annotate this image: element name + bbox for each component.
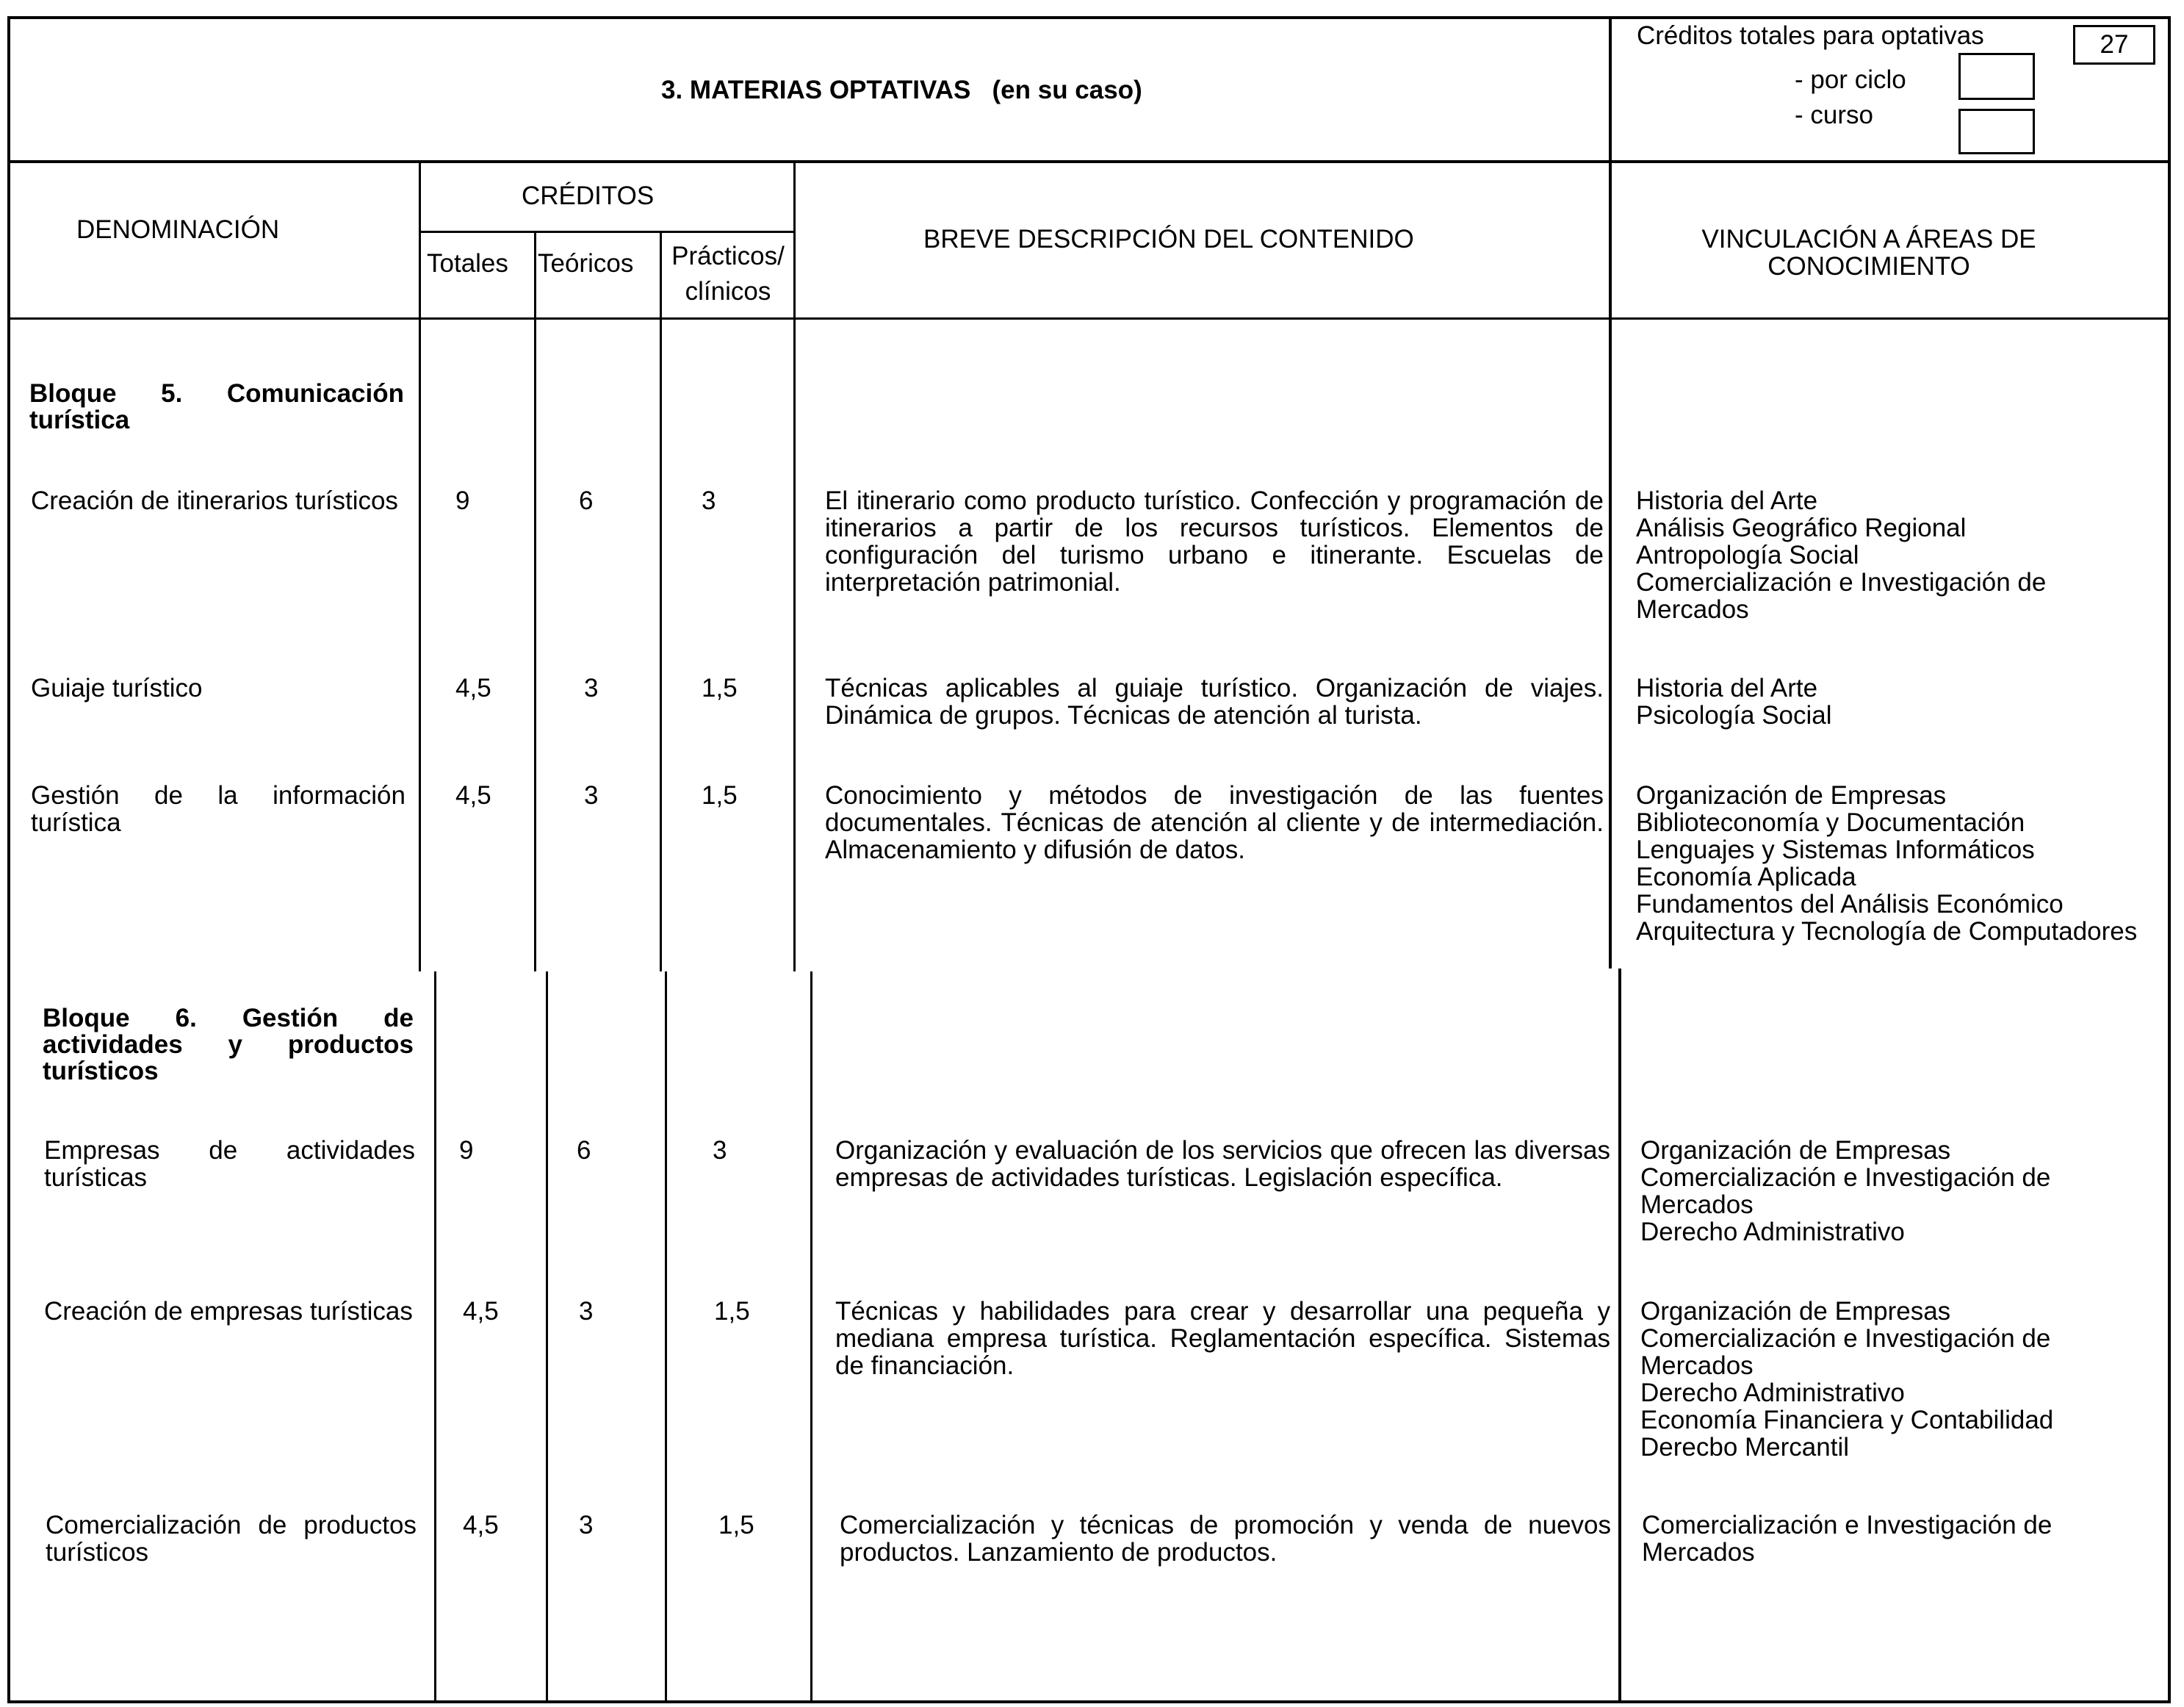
row-6-name: Comercialización de productos turísticos bbox=[46, 1511, 417, 1567]
row-5-totales: 4,5 bbox=[463, 1297, 499, 1326]
row-6-descripcion: Comercialización y técnicas de promoción y venda de nuevos productos. Lanzamiento de productos. bbox=[840, 1511, 1611, 1567]
header-creditos: CRÉDITOS bbox=[522, 182, 655, 210]
row-3-totales: 4,5 bbox=[455, 781, 491, 810]
col-rule-areas-lower bbox=[1618, 969, 1621, 1703]
row-5-descripcion: Técnicas y habilidades para crear y desarrollar una pequeña y mediana empresa turística. Reglamentación específica. Sistemas de financiación. bbox=[835, 1297, 1610, 1380]
header-vinculacion: VINCULACIÓN A ÁREAS DE CONOCIMIENTO bbox=[1701, 225, 2036, 281]
col-rule-teoricos bbox=[534, 233, 536, 971]
row-3-practicos: 1,5 bbox=[702, 781, 738, 810]
row-2-practicos: 1,5 bbox=[702, 674, 738, 702]
row-5-area: Derecbo Mercantil bbox=[1640, 1433, 1849, 1462]
section-title-text: 3. MATERIAS OPTATIVAS bbox=[661, 76, 971, 104]
header-divider bbox=[7, 160, 2171, 163]
header-descripcion: BREVE DESCRIPCIÓN DEL CONTENIDO bbox=[923, 225, 1414, 254]
row-5-areas bbox=[1640, 1298, 2158, 1461]
row-4-totales: 9 bbox=[459, 1136, 474, 1165]
header-clinicos: clínicos bbox=[685, 277, 771, 306]
row-3-area: Biblioteconomía y Documentación bbox=[1636, 808, 2025, 837]
row-5-teoricos: 3 bbox=[579, 1297, 594, 1326]
row-6-practicos: 1,5 bbox=[718, 1511, 754, 1539]
curso-box bbox=[1958, 109, 2035, 154]
row-1-area: Historia del Arte bbox=[1636, 486, 1818, 515]
header-practicos: Prácticos/ bbox=[671, 242, 785, 270]
header-teoricos: Teóricos bbox=[538, 249, 634, 278]
row-4-area: Organización de Empresas bbox=[1640, 1136, 1951, 1165]
row-4-area: Comercialización e Investigación de Mercados bbox=[1640, 1163, 2051, 1219]
row-1-area: Antropología Social bbox=[1636, 541, 1859, 569]
col-rule-practicos-lower bbox=[665, 971, 667, 1703]
header-denominacion: DENOMINACIÓN bbox=[76, 215, 280, 244]
section-title bbox=[661, 76, 1142, 104]
row-4-area: Derecho Administrativo bbox=[1640, 1218, 1905, 1246]
row-3-descripcion: Conocimiento y métodos de investigación de las fuentes documentales. Técnicas de atención al cliente y de intermediación. Almacenamiento y difusión de datos. bbox=[825, 781, 1604, 864]
block-6-title: Bloque 6. Gestión de actividades y productos turísticos bbox=[43, 1004, 414, 1085]
curso-label: - curso bbox=[1795, 101, 1873, 129]
row-6-totales: 4,5 bbox=[463, 1511, 499, 1539]
row-6-area: Comercialización e Investigación de Mercados bbox=[1642, 1511, 2053, 1567]
row-3-area: Arquitectura y Tecnología de Computadores bbox=[1636, 917, 2138, 946]
row-3-area: Organización de Empresas bbox=[1636, 781, 1947, 810]
frame-top bbox=[7, 16, 2171, 19]
section-title-suffix: (en su caso) bbox=[992, 76, 1142, 104]
row-5-area: Comercialización e Investigación de Mercados bbox=[1640, 1324, 2051, 1380]
row-5-area: Organización de Empresas bbox=[1640, 1297, 1951, 1326]
row-2-areas bbox=[1636, 675, 2158, 729]
row-1-area: Análisis Geográfico Regional bbox=[1636, 514, 1967, 542]
row-3-area: Lenguajes y Sistemas Informáticos bbox=[1636, 835, 2035, 864]
column-header-divider bbox=[7, 317, 2171, 320]
col-rule-totales-lower bbox=[434, 971, 436, 1703]
header-totales: Totales bbox=[427, 249, 508, 278]
por-ciclo-label: - por ciclo bbox=[1795, 65, 1906, 94]
row-1-area: Comercialización e Investigación de Mercados bbox=[1636, 568, 2047, 624]
frame-bottom bbox=[7, 1700, 2171, 1703]
row-5-area: Economía Financiera y Contabilidad bbox=[1640, 1406, 2054, 1434]
row-1-descripcion: El itinerario como producto turístico. Confección y programación de itinerarios a partir de los recursos turísticos. Elementos de configuración del turismo urbano e itinerante. Escuelas de interpretación patrimonial. bbox=[825, 486, 1604, 597]
frame-right bbox=[2168, 16, 2171, 1703]
row-3-area: Fundamentos del Análisis Económico bbox=[1636, 890, 2064, 919]
row-3-teoricos: 3 bbox=[584, 781, 599, 810]
col-rule-practicos bbox=[660, 233, 662, 971]
row-2-descripcion: Técnicas aplicables al guiaje turístico. Organización de viajes. Dinámica de grupos. Técnicas de atención al turista. bbox=[825, 674, 1604, 730]
row-3-areas bbox=[1636, 782, 2158, 945]
row-5-practicos: 1,5 bbox=[714, 1297, 750, 1326]
row-2-area: Historia del Arte bbox=[1636, 674, 1818, 702]
row-4-descripcion: Organización y evaluación de los servicios que ofrecen las diversas empresas de actividades turísticas. Legislación específica. bbox=[835, 1136, 1610, 1192]
row-6-teoricos: 3 bbox=[579, 1511, 594, 1539]
por-ciclo-box bbox=[1958, 53, 2035, 100]
row-5-name: Creación de empresas turísticas bbox=[44, 1297, 413, 1326]
col-rule-totales bbox=[419, 163, 421, 971]
row-3-area: Economía Aplicada bbox=[1636, 863, 1856, 891]
row-5-area: Derecho Administrativo bbox=[1640, 1379, 1905, 1407]
creditos-divider bbox=[419, 231, 793, 233]
frame-left bbox=[7, 16, 10, 1703]
row-2-area: Psicología Social bbox=[1636, 701, 1832, 730]
row-1-teoricos: 6 bbox=[579, 486, 594, 515]
row-3-name: Gestión de la información turística bbox=[31, 781, 406, 837]
row-4-practicos: 3 bbox=[713, 1136, 727, 1165]
creditos-totales-label: Créditos totales para optativas bbox=[1637, 21, 1984, 50]
row-1-practicos: 3 bbox=[702, 486, 716, 515]
row-6-areas bbox=[1642, 1512, 2156, 1566]
row-1-areas bbox=[1636, 487, 2158, 623]
row-2-name: Guiaje turístico bbox=[31, 674, 203, 702]
row-2-totales: 4,5 bbox=[455, 674, 491, 702]
row-4-teoricos: 6 bbox=[577, 1136, 591, 1165]
block-5-title: Bloque 5. Comunicación turística bbox=[29, 379, 404, 434]
row-4-areas bbox=[1640, 1137, 2158, 1246]
row-4-name: Empresas de actividades turísticas bbox=[44, 1136, 415, 1192]
col-rule-areas bbox=[1609, 16, 1612, 969]
row-2-teoricos: 3 bbox=[584, 674, 599, 702]
col-rule-descripcion-lower bbox=[810, 971, 812, 1703]
creditos-totales-value: 27 bbox=[2073, 25, 2155, 65]
row-1-name: Creación de itinerarios turísticos bbox=[31, 486, 398, 515]
col-rule-teoricos-lower bbox=[546, 971, 548, 1703]
row-1-totales: 9 bbox=[455, 486, 470, 515]
